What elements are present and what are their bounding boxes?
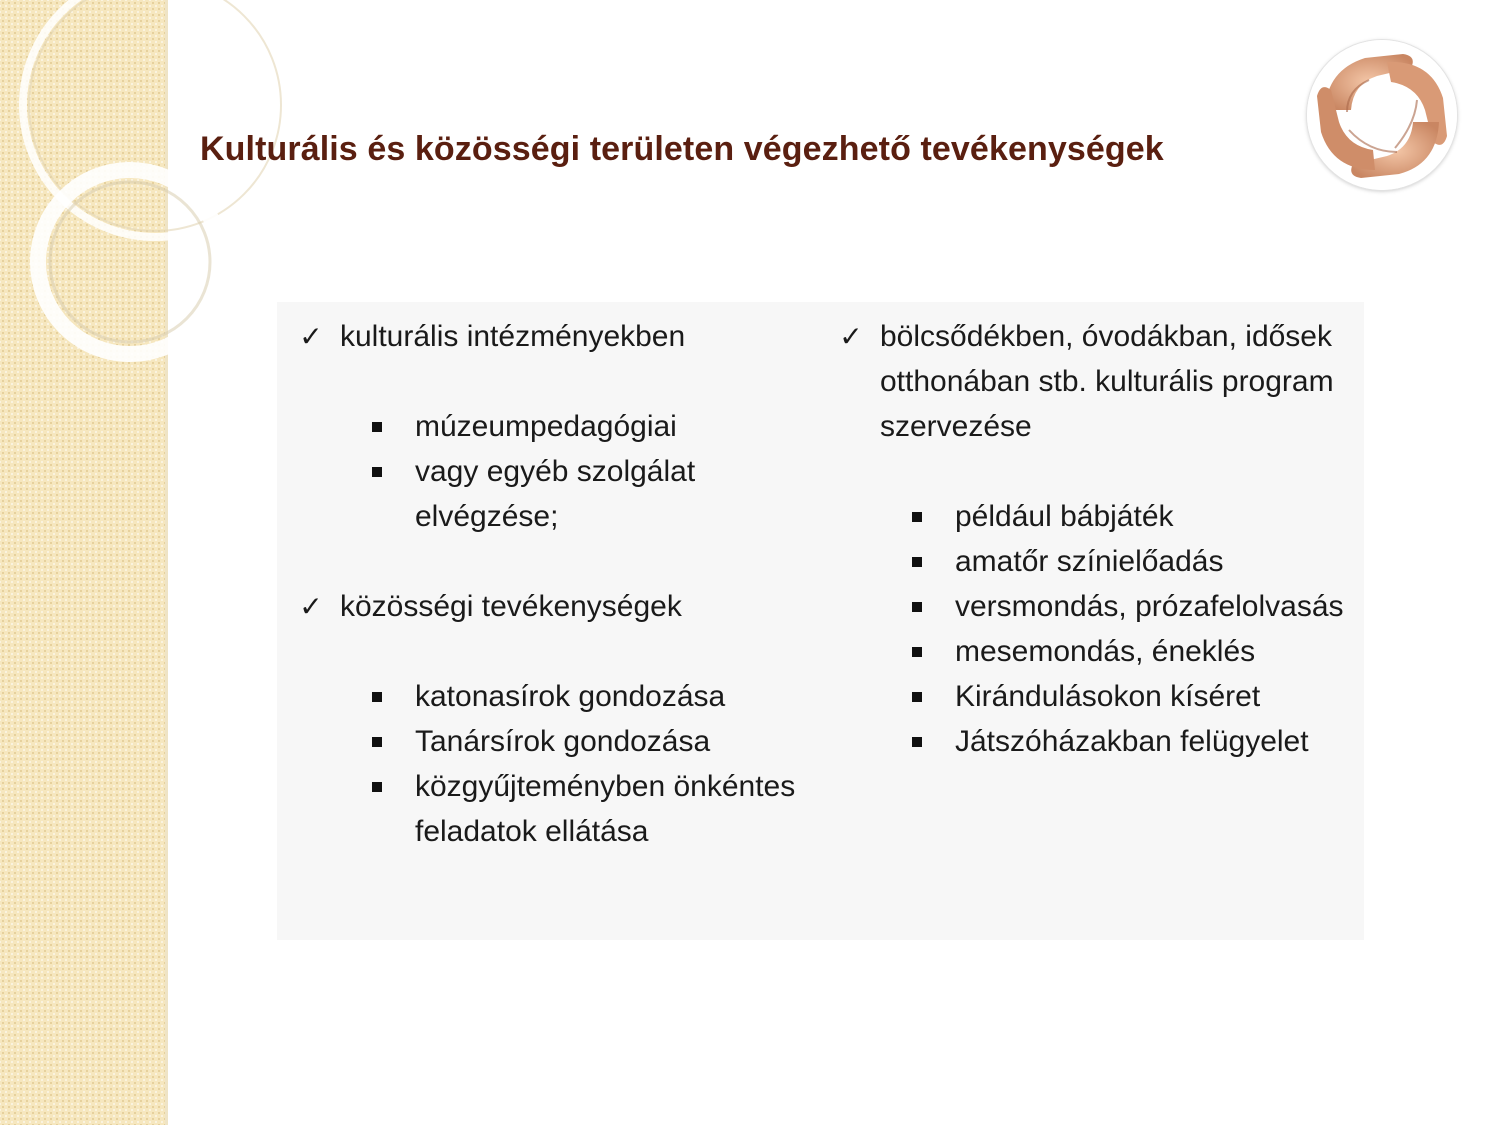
check-item-label: közösségi tevékenységek [340,590,682,623]
checkmark-icon: ✓ [299,591,323,622]
checkmark-icon: ✓ [299,321,323,352]
slide-title: Kulturális és közösségi területen végezhető tevékenységek [200,130,1164,168]
square-bullet-icon [912,647,922,657]
check-item [837,314,1357,449]
bullet-item [297,674,817,719]
bullet-item [837,584,1357,629]
square-bullet-icon [912,692,922,702]
square-bullet-icon [372,782,382,792]
decorative-rings-icon [0,0,320,420]
bullet-item-label: amatőr színielőadás [955,545,1224,578]
bullet-item [837,674,1357,719]
square-bullet-icon [372,467,382,477]
content-box [277,302,1364,940]
bullet-item-label: Tanársírok gondozása [415,725,711,758]
bullet-item-label: mesemondás, éneklés [955,635,1256,668]
check-item [297,314,817,359]
bullet-item [297,719,817,764]
square-bullet-icon [372,692,382,702]
right-column [837,314,1357,764]
bullet-item [837,539,1357,584]
bullet-item [837,629,1357,674]
bullet-item-label: katonasírok gondozása [415,680,726,713]
check-item-label: bölcsődékben, óvodákban, idősek otthonában stb. kulturális program szervezése [880,320,1334,443]
square-bullet-icon [912,737,922,747]
square-bullet-icon [372,737,382,747]
bullet-item-label: például bábjáték [955,500,1174,533]
check-item [297,584,817,629]
checkmark-icon: ✓ [839,321,863,352]
bullet-item [297,449,817,539]
hands-circle-icon [1307,40,1457,190]
bullet-item [837,719,1357,764]
square-bullet-icon [912,512,922,522]
bullet-item [837,494,1357,539]
bullet-item-label: múzeumpedagógiai [415,410,677,443]
bullet-item-label: Játszóházakban felügyelet [955,725,1309,758]
bullet-item [297,764,817,854]
bullet-item-label: közgyűjteményben önkéntes feladatok ellátása [415,770,796,848]
bullet-item [297,404,817,449]
bullet-item-label: versmondás, prózafelolvasás [955,590,1344,623]
square-bullet-icon [912,557,922,567]
check-item-label: kulturális intézményekben [340,320,686,353]
left-column [297,314,817,854]
square-bullet-icon [912,602,922,612]
square-bullet-icon [372,422,382,432]
bullet-item-label: Kirándulásokon kíséret [955,680,1261,713]
bullet-item-label: vagy egyéb szolgálat elvégzése; [415,455,696,533]
